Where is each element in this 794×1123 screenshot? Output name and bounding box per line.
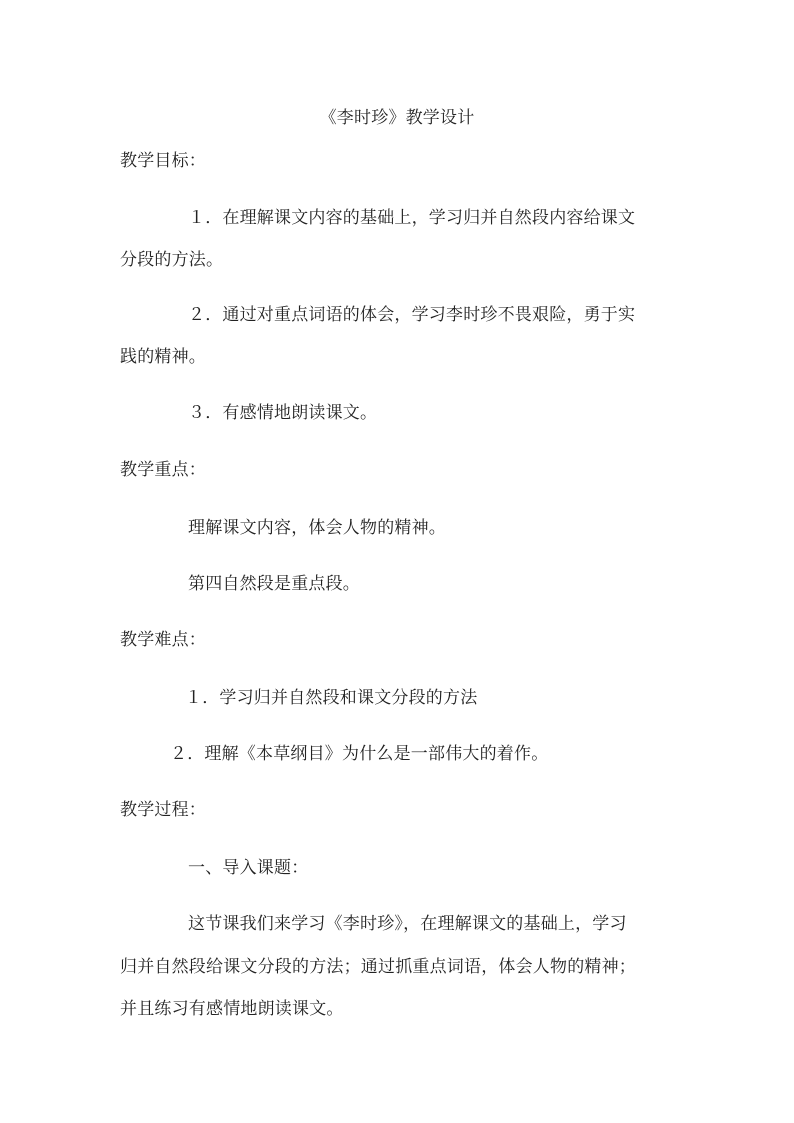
process-step-1-line-3: 并且练习有感情地朗读课文。 bbox=[120, 999, 344, 1019]
document-title: 《李时珍》教学设计 bbox=[319, 108, 475, 128]
difficulties-heading: 教学难点： bbox=[120, 630, 206, 650]
process-step-1-heading: 一、导入课题： bbox=[188, 858, 309, 878]
objective-1-line-2: 分段的方法。 bbox=[120, 250, 224, 270]
objective-1-line-1: １．在理解课文内容的基础上，学习归并自然段内容给课文 bbox=[188, 208, 636, 228]
process-step-1-line-1: 这节课我们来学习《李时珍》，在理解课文的基础上，学习 bbox=[188, 914, 627, 934]
objective-3: ３．有感情地朗读课文。 bbox=[188, 403, 378, 423]
objectives-heading: 教学目标： bbox=[120, 151, 206, 171]
process-step-1-line-2: 归并自然段给课文分段的方法；通过抓重点词语，体会人物的精神； bbox=[120, 957, 636, 977]
key-point-2: 第四自然段是重点段。 bbox=[188, 574, 360, 594]
objective-2-line-2: 践的精神。 bbox=[120, 347, 206, 367]
key-point-1: 理解课文内容，体会人物的精神。 bbox=[188, 518, 446, 538]
process-heading: 教学过程： bbox=[120, 800, 206, 820]
difficulty-2: ２．理解《本草纲目》为什么是一部伟大的着作。 bbox=[170, 744, 549, 764]
key-points-heading: 教学重点： bbox=[120, 460, 206, 480]
difficulty-1: １．学习归并自然段和课文分段的方法 bbox=[185, 688, 478, 708]
objective-2-line-1: ２．通过对重点词语的体会，学习李时珍不畏艰险，勇于实 bbox=[188, 305, 636, 325]
